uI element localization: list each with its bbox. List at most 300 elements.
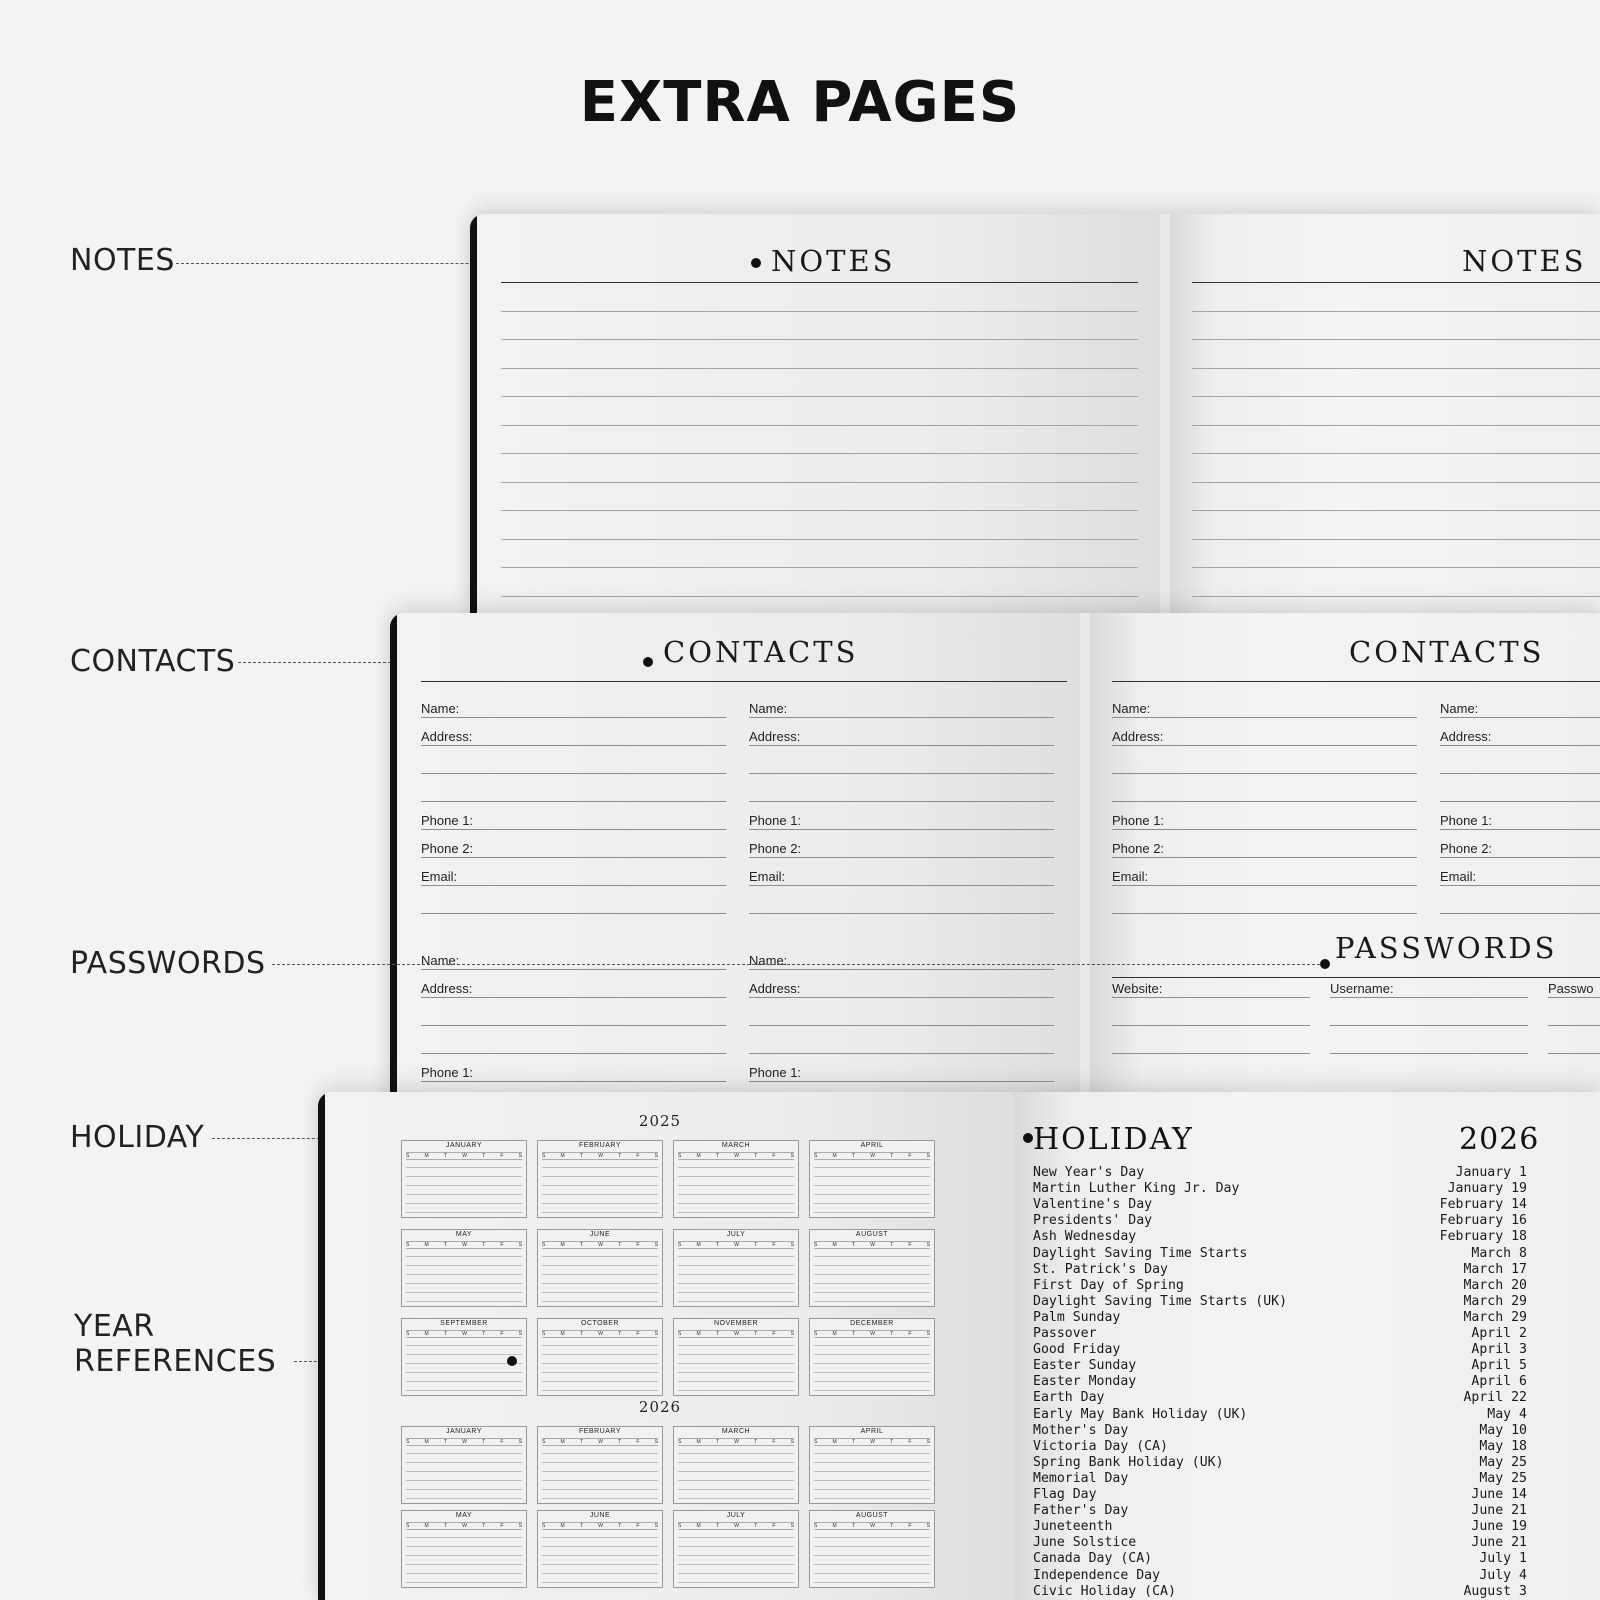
month-name: AUGUST xyxy=(855,1231,889,1238)
page-title: EXTRA PAGES xyxy=(579,70,1021,135)
contact-field-line[interactable] xyxy=(1112,857,1417,858)
weekday-letter: W xyxy=(462,1242,467,1248)
contact-field-line[interactable] xyxy=(421,829,726,830)
year-references-label xyxy=(74,1310,276,1379)
month-days xyxy=(542,1532,658,1585)
month-name: FEBRUARY xyxy=(579,1428,621,1435)
password-field-line[interactable] xyxy=(1112,997,1310,998)
weekday-letter: T xyxy=(851,1242,855,1248)
holiday-date: June 21 xyxy=(1471,1535,1527,1551)
holiday-row xyxy=(1033,1310,1527,1326)
notes-line[interactable] xyxy=(1192,567,1600,568)
weekday-letter: T xyxy=(482,1331,486,1337)
holiday-date: May 25 xyxy=(1479,1470,1527,1486)
holiday-name: Easter Sunday xyxy=(1033,1358,1137,1374)
notes-line[interactable] xyxy=(501,596,1138,597)
contact-field-line[interactable] xyxy=(1112,773,1417,774)
contact-field-line[interactable] xyxy=(421,1025,726,1026)
holiday-date: June 21 xyxy=(1471,1503,1527,1519)
contact-field-label: Name: xyxy=(749,953,788,968)
contact-field-label: Email: xyxy=(1112,869,1149,884)
holiday-name: Martin Luther King Jr. Day xyxy=(1033,1181,1240,1197)
month-days xyxy=(814,1340,930,1393)
contacts-book xyxy=(390,613,1600,1103)
notes-book xyxy=(470,214,1600,614)
weekday-letter: F xyxy=(908,1331,912,1337)
contact-field-label: Address: xyxy=(749,729,801,744)
weekday-letter: T xyxy=(754,1153,758,1159)
contact-field-line[interactable] xyxy=(1112,717,1417,718)
weekday-letter: M xyxy=(696,1153,701,1159)
weekday-letter: T xyxy=(443,1439,447,1445)
month-name: JULY xyxy=(726,1231,746,1238)
holiday-date: May 10 xyxy=(1479,1422,1527,1438)
notes-line[interactable] xyxy=(1192,596,1600,597)
notes-line[interactable] xyxy=(1192,453,1600,454)
weekday-letter: T xyxy=(851,1331,855,1337)
holiday-date: April 2 xyxy=(1471,1326,1527,1341)
holiday-row xyxy=(1033,1229,1527,1245)
weekday-letter: T xyxy=(579,1153,583,1159)
weekday-letter: F xyxy=(500,1523,504,1529)
password-field-line[interactable] xyxy=(1548,1053,1600,1054)
weekday-header xyxy=(406,1522,522,1530)
weekday-letter: S xyxy=(518,1331,522,1337)
holiday-name: Daylight Saving Time Starts (UK) xyxy=(1033,1293,1288,1309)
month-name: JUNE xyxy=(589,1512,611,1519)
weekday-letter: M xyxy=(424,1153,429,1159)
password-field-line[interactable] xyxy=(1548,997,1600,998)
contact-field-line[interactable] xyxy=(1440,913,1600,914)
weekday-letter: S xyxy=(926,1242,930,1248)
password-field-label: Passwo xyxy=(1548,981,1594,996)
month-name: MAY xyxy=(455,1512,473,1519)
month-calendar xyxy=(537,1426,663,1504)
contact-field-line[interactable] xyxy=(421,801,726,802)
holiday-date: January 19 xyxy=(1447,1181,1527,1197)
contact-field-line[interactable] xyxy=(749,801,1054,802)
holiday-date: June 14 xyxy=(1471,1487,1527,1502)
holiday-name: Good Friday xyxy=(1033,1342,1121,1358)
notes-right-title-rule xyxy=(1192,282,1600,283)
year-references-page xyxy=(325,1092,1013,1600)
weekday-letter: S xyxy=(654,1523,658,1529)
month-calendar xyxy=(809,1140,935,1218)
weekday-header xyxy=(542,1241,658,1249)
weekday-letter: S xyxy=(678,1242,682,1248)
month-name: AUGUST xyxy=(855,1512,889,1519)
contact-field-line[interactable] xyxy=(1440,801,1600,802)
year-references-dot xyxy=(507,1356,517,1366)
month-calendar xyxy=(401,1229,527,1307)
weekday-letter: S xyxy=(518,1153,522,1159)
contact-field-line[interactable] xyxy=(1440,857,1600,858)
holiday-page xyxy=(1013,1092,1600,1600)
contact-field-line[interactable] xyxy=(749,1053,1054,1054)
passwords-dot xyxy=(1320,959,1330,969)
month-days xyxy=(814,1532,930,1585)
weekday-header xyxy=(406,1152,522,1160)
contact-field-label: Address: xyxy=(421,729,473,744)
contact-field-line[interactable] xyxy=(1440,717,1600,718)
notes-line[interactable] xyxy=(1192,539,1600,540)
weekday-letter: S xyxy=(406,1331,410,1337)
weekday-header xyxy=(814,1241,930,1249)
month-name: OCTOBER xyxy=(581,1320,619,1327)
weekday-letter: T xyxy=(715,1439,719,1445)
weekday-letter: T xyxy=(851,1153,855,1159)
month-name: JULY xyxy=(726,1512,746,1519)
holiday-name: June Solstice xyxy=(1033,1535,1137,1551)
weekday-letter: S xyxy=(406,1439,410,1445)
password-field-label: Username: xyxy=(1330,981,1394,996)
contact-field-line[interactable] xyxy=(1440,773,1600,774)
contact-field-line[interactable] xyxy=(421,997,726,998)
weekday-header xyxy=(542,1438,658,1446)
weekday-header xyxy=(678,1241,794,1249)
contacts-right-page xyxy=(1090,613,1600,1103)
weekday-letter: S xyxy=(926,1439,930,1445)
contact-field-line[interactable] xyxy=(749,829,1054,830)
weekday-letter: T xyxy=(890,1331,894,1337)
contact-field-line[interactable] xyxy=(421,857,726,858)
weekday-letter: S xyxy=(406,1242,410,1248)
notes-right-page xyxy=(1170,214,1600,614)
contact-field-line[interactable] xyxy=(421,1081,726,1082)
month-days xyxy=(678,1162,794,1215)
weekday-letter: T xyxy=(851,1523,855,1529)
weekday-letter: S xyxy=(790,1523,794,1529)
weekday-letter: W xyxy=(734,1331,739,1337)
contact-field-line[interactable] xyxy=(421,913,726,914)
weekday-letter: T xyxy=(579,1523,583,1529)
weekday-letter: T xyxy=(443,1523,447,1529)
weekday-letter: T xyxy=(754,1523,758,1529)
contact-field-label: Phone 1: xyxy=(1440,813,1493,828)
contact-field-line[interactable] xyxy=(749,997,1054,998)
holiday-name: New Year's Day xyxy=(1033,1165,1145,1180)
contact-field-line[interactable] xyxy=(1440,745,1600,746)
holiday-row xyxy=(1033,1165,1527,1181)
notes-line[interactable] xyxy=(501,396,1138,397)
contact-field-line[interactable] xyxy=(749,857,1054,858)
weekday-letter: S xyxy=(542,1242,546,1248)
weekday-letter: S xyxy=(814,1439,818,1445)
month-calendar xyxy=(673,1229,799,1307)
month-name: APRIL xyxy=(860,1428,884,1435)
holiday-title: HOLIDAY xyxy=(1033,1122,1194,1157)
contact-field-line[interactable] xyxy=(749,745,1054,746)
holiday-date: March 29 xyxy=(1463,1309,1527,1325)
notes-line[interactable] xyxy=(501,482,1138,483)
holiday-book xyxy=(318,1092,1600,1600)
weekday-letter: M xyxy=(424,1523,429,1529)
month-days xyxy=(542,1448,658,1501)
notes-line[interactable] xyxy=(1192,482,1600,483)
notes-line[interactable] xyxy=(1192,339,1600,340)
weekday-letter: M xyxy=(424,1242,429,1248)
contact-field-line[interactable] xyxy=(1112,913,1417,914)
notes-left-page xyxy=(477,214,1160,614)
holiday-name: St. Patrick's Day xyxy=(1033,1261,1168,1277)
weekday-letter: S xyxy=(518,1439,522,1445)
holiday-name: Valentine's Day xyxy=(1033,1197,1153,1213)
notes-line[interactable] xyxy=(1192,510,1600,511)
month-calendar xyxy=(809,1229,935,1307)
weekday-letter: T xyxy=(618,1242,622,1248)
weekday-letter: F xyxy=(772,1439,776,1445)
contact-field-line[interactable] xyxy=(421,717,726,718)
contact-field-line[interactable] xyxy=(1440,885,1600,886)
holiday-row xyxy=(1033,1568,1527,1584)
contact-field-label: Phone 2: xyxy=(1112,841,1165,856)
contact-field-line[interactable] xyxy=(1112,801,1417,802)
weekday-letter: M xyxy=(696,1523,701,1529)
weekday-letter: W xyxy=(462,1523,467,1529)
holiday-row xyxy=(1033,1439,1527,1455)
holiday-row xyxy=(1033,1390,1527,1406)
holiday-row xyxy=(1033,1197,1527,1213)
password-field-line[interactable] xyxy=(1112,1025,1310,1026)
weekday-letter: T xyxy=(579,1242,583,1248)
holiday-date: May 4 xyxy=(1487,1406,1527,1422)
weekday-letter: T xyxy=(890,1242,894,1248)
weekday-letter: M xyxy=(696,1331,701,1337)
month-calendar xyxy=(673,1510,799,1588)
weekday-letter: F xyxy=(908,1242,912,1248)
month-days xyxy=(814,1251,930,1304)
contact-field-line[interactable] xyxy=(421,1053,726,1054)
month-name: NOVEMBER xyxy=(713,1320,759,1327)
password-field-line[interactable] xyxy=(1548,1025,1600,1026)
notes-line[interactable] xyxy=(1192,425,1600,426)
notes-line[interactable] xyxy=(501,425,1138,426)
holiday-date: July 4 xyxy=(1479,1567,1527,1583)
weekday-letter: M xyxy=(560,1153,565,1159)
contact-field-label: Phone 1: xyxy=(421,1065,474,1080)
weekday-letter: M xyxy=(832,1242,837,1248)
password-field-line[interactable] xyxy=(1112,1053,1310,1054)
weekday-letter: W xyxy=(734,1242,739,1248)
month-days xyxy=(542,1340,658,1393)
contact-field-label: Email: xyxy=(1440,869,1477,884)
weekday-letter: S xyxy=(814,1331,818,1337)
holiday-row xyxy=(1033,1342,1527,1358)
holiday-name: Early May Bank Holiday (UK) xyxy=(1033,1406,1248,1422)
weekday-letter: F xyxy=(636,1523,640,1529)
notes-line[interactable] xyxy=(501,567,1138,568)
weekday-letter: S xyxy=(790,1242,794,1248)
weekday-letter: T xyxy=(715,1331,719,1337)
holiday-name: Civic Holiday (CA) xyxy=(1033,1583,1176,1599)
contact-field-line[interactable] xyxy=(749,913,1054,914)
holiday-name: Father's Day xyxy=(1033,1503,1129,1519)
holiday-name: Earth Day xyxy=(1033,1390,1105,1406)
weekday-letter: M xyxy=(696,1242,701,1248)
holiday-row xyxy=(1033,1326,1527,1342)
weekday-letter: S xyxy=(790,1331,794,1337)
weekday-letter: S xyxy=(926,1153,930,1159)
notes-line[interactable] xyxy=(501,368,1138,369)
weekday-letter: F xyxy=(636,1331,640,1337)
weekday-letter: S xyxy=(542,1331,546,1337)
contact-field-line[interactable] xyxy=(1112,829,1417,830)
weekday-letter: W xyxy=(598,1153,603,1159)
notes-right-title: NOTES xyxy=(1462,244,1587,278)
month-calendar xyxy=(537,1318,663,1396)
month-calendar xyxy=(537,1510,663,1588)
holiday-name: First Day of Spring xyxy=(1033,1277,1184,1293)
weekday-header xyxy=(542,1522,658,1530)
contact-field-line[interactable] xyxy=(749,717,1054,718)
notes-line[interactable] xyxy=(1192,311,1600,312)
month-days xyxy=(406,1448,522,1501)
notes-line[interactable] xyxy=(1192,396,1600,397)
weekday-letter: F xyxy=(500,1242,504,1248)
contact-field-label: Phone 1: xyxy=(421,813,474,828)
password-field-line[interactable] xyxy=(1330,997,1528,998)
contact-field-line[interactable] xyxy=(421,969,726,970)
weekday-header xyxy=(678,1152,794,1160)
month-name: APRIL xyxy=(860,1142,884,1149)
contacts-left-title-rule xyxy=(421,681,1067,682)
weekday-letter: T xyxy=(482,1523,486,1529)
contact-field-line[interactable] xyxy=(421,773,726,774)
weekday-letter: S xyxy=(654,1153,658,1159)
month-days xyxy=(678,1340,794,1393)
contact-field-line[interactable] xyxy=(1112,885,1417,886)
notes-line[interactable] xyxy=(501,453,1138,454)
weekday-letter: T xyxy=(443,1242,447,1248)
weekday-letter: M xyxy=(832,1153,837,1159)
holiday-date: March 20 xyxy=(1463,1277,1527,1293)
month-days xyxy=(406,1340,522,1393)
holiday-date: March 17 xyxy=(1463,1261,1527,1277)
holiday-row xyxy=(1033,1213,1527,1229)
weekday-letter: F xyxy=(636,1439,640,1445)
holiday-date: April 6 xyxy=(1471,1374,1527,1390)
notes-line[interactable] xyxy=(501,311,1138,312)
holiday-row xyxy=(1033,1487,1527,1503)
weekday-letter: S xyxy=(790,1153,794,1159)
weekday-header xyxy=(406,1438,522,1446)
holiday-row xyxy=(1033,1246,1527,1262)
password-field-line[interactable] xyxy=(1330,1053,1528,1054)
month-name: MARCH xyxy=(721,1428,751,1435)
weekday-letter: S xyxy=(542,1439,546,1445)
contact-field-line[interactable] xyxy=(1112,745,1417,746)
weekday-letter: M xyxy=(560,1439,565,1445)
holiday-row xyxy=(1033,1535,1527,1551)
holiday-row xyxy=(1033,1503,1527,1519)
holiday-name: Daylight Saving Time Starts xyxy=(1033,1245,1248,1261)
weekday-letter: M xyxy=(696,1439,701,1445)
notes-label: NOTES xyxy=(70,243,175,278)
weekday-letter: T xyxy=(890,1523,894,1529)
weekday-letter: W xyxy=(734,1439,739,1445)
holiday-date: July 1 xyxy=(1479,1551,1527,1567)
weekday-letter: M xyxy=(832,1523,837,1529)
weekday-letter: S xyxy=(542,1523,546,1529)
weekday-letter: S xyxy=(814,1153,818,1159)
month-calendar xyxy=(673,1426,799,1504)
weekday-letter: W xyxy=(870,1439,875,1445)
contact-field-label: Address: xyxy=(421,981,473,996)
weekday-letter: M xyxy=(560,1331,565,1337)
holiday-name: Easter Monday xyxy=(1033,1374,1137,1390)
holiday-date: January 1 xyxy=(1455,1165,1527,1180)
holiday-name: Ash Wednesday xyxy=(1033,1229,1137,1245)
month-name: FEBRUARY xyxy=(579,1142,621,1149)
weekday-letter: M xyxy=(560,1523,565,1529)
notes-line[interactable] xyxy=(501,339,1138,340)
weekday-header xyxy=(406,1241,522,1249)
contact-field-label: Phone 2: xyxy=(749,841,802,856)
holiday-row xyxy=(1033,1455,1527,1471)
contact-field-line[interactable] xyxy=(749,885,1054,886)
weekday-letter: T xyxy=(579,1331,583,1337)
notes-left-title: NOTES xyxy=(771,244,896,278)
holiday-row xyxy=(1033,1423,1527,1439)
holiday-row xyxy=(1033,1471,1527,1487)
notes-line[interactable] xyxy=(501,510,1138,511)
month-name: JANUARY xyxy=(445,1142,483,1149)
password-field-line[interactable] xyxy=(1330,1025,1528,1026)
weekday-letter: S xyxy=(678,1331,682,1337)
weekday-letter: S xyxy=(926,1331,930,1337)
contact-field-line[interactable] xyxy=(421,745,726,746)
contact-field-line[interactable] xyxy=(749,773,1054,774)
holiday-date: February 14 xyxy=(1439,1197,1527,1213)
contact-field-line[interactable] xyxy=(749,1025,1054,1026)
contacts-label: CONTACTS xyxy=(70,644,236,679)
weekday-header xyxy=(542,1152,658,1160)
weekday-letter: F xyxy=(908,1153,912,1159)
contact-field-line[interactable] xyxy=(421,885,726,886)
passwords-leader xyxy=(272,964,1320,965)
passwords-label: PASSWORDS xyxy=(70,946,266,981)
holiday-date: April 3 xyxy=(1471,1342,1527,1358)
contact-field-line[interactable] xyxy=(1440,829,1600,830)
weekday-letter: F xyxy=(908,1439,912,1445)
month-name: JANUARY xyxy=(445,1428,483,1435)
contact-field-line[interactable] xyxy=(749,1081,1054,1082)
contact-field-label: Name: xyxy=(421,701,460,716)
weekday-letter: M xyxy=(832,1439,837,1445)
contact-field-label: Name: xyxy=(1440,701,1479,716)
notes-line[interactable] xyxy=(1192,368,1600,369)
weekday-letter: T xyxy=(715,1242,719,1248)
contact-field-line[interactable] xyxy=(749,969,1054,970)
weekday-letter: T xyxy=(890,1153,894,1159)
weekday-letter: T xyxy=(482,1439,486,1445)
holiday-date: May 25 xyxy=(1479,1454,1527,1470)
weekday-letter: T xyxy=(715,1523,719,1529)
weekday-letter: S xyxy=(814,1523,818,1529)
month-calendar xyxy=(809,1318,935,1396)
holiday-name: Spring Bank Holiday (UK) xyxy=(1033,1454,1224,1470)
weekday-letter: T xyxy=(754,1439,758,1445)
weekday-letter: W xyxy=(870,1242,875,1248)
weekday-header xyxy=(814,1438,930,1446)
weekday-letter: S xyxy=(678,1439,682,1445)
holiday-date: April 5 xyxy=(1471,1358,1527,1374)
weekday-letter: F xyxy=(636,1153,640,1159)
weekday-letter: T xyxy=(890,1439,894,1445)
holiday-name: Passover xyxy=(1033,1326,1097,1341)
notes-line[interactable] xyxy=(501,539,1138,540)
month-days xyxy=(406,1162,522,1215)
